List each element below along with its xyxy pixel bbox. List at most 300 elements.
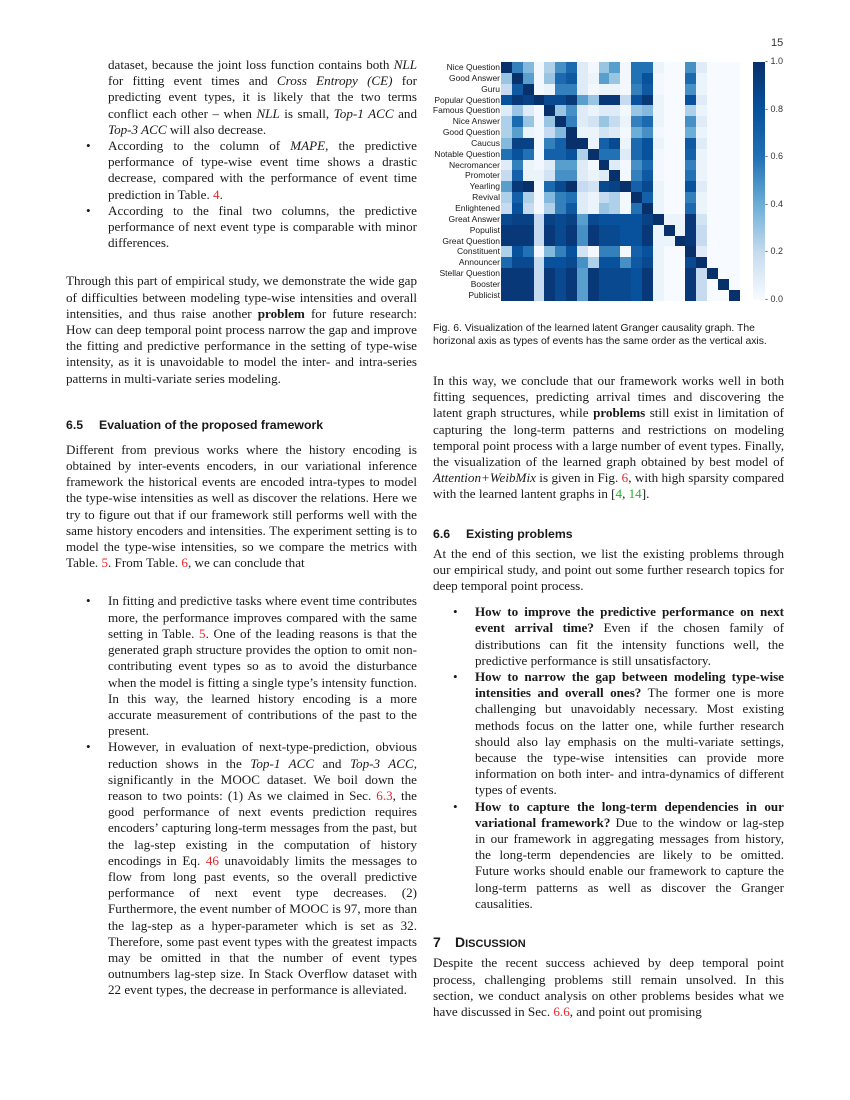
heatmap-cell — [620, 149, 631, 160]
heatmap-cell — [653, 95, 664, 106]
heatmap-cell — [664, 214, 675, 225]
heatmap-cell — [512, 127, 523, 138]
italic-term: NLL — [256, 105, 280, 121]
heatmap-cell — [642, 149, 653, 160]
heatmap-cell — [729, 279, 740, 290]
heatmap-cell — [534, 192, 545, 203]
heatmap-cell — [675, 149, 686, 160]
heatmap-cell — [501, 170, 512, 181]
heatmap-cell — [566, 170, 577, 181]
heatmap-cell — [675, 236, 686, 247]
page-number: 15 — [771, 37, 784, 49]
heatmap-cell — [512, 246, 523, 257]
heatmap-cell — [566, 73, 577, 84]
citation-link[interactable]: 4 — [615, 486, 623, 502]
heatmap-cell — [534, 225, 545, 236]
heatmap-cell — [577, 170, 588, 181]
heatmap-cell — [523, 138, 534, 149]
cross-reference-link[interactable]: 5 — [101, 555, 108, 571]
heatmap-cell — [534, 170, 545, 181]
heatmap-cell — [599, 170, 610, 181]
heatmap-cell — [707, 73, 718, 84]
heatmap-cell — [642, 170, 653, 181]
bullet-list-results — [66, 138, 417, 251]
heatmap-cell — [566, 192, 577, 203]
heatmap-cell — [523, 149, 534, 160]
heatmap-cell — [534, 268, 545, 279]
heatmap-cell — [609, 84, 620, 95]
heatmap-cell — [577, 290, 588, 301]
bold-term: How to narrow the gap between modeling type-wise intensities and overall ones? — [475, 669, 784, 701]
heatmap-cell — [609, 236, 620, 247]
heatmap-cell — [675, 138, 686, 149]
heatmap-cell — [653, 181, 664, 192]
heatmap-cell — [566, 290, 577, 301]
figure-caption: Fig. 6. Visualization of the learned latent Granger causality graph. The horizonal axis as types of events has the same order as the vertical axis. — [433, 323, 767, 347]
heatmap-cell — [555, 160, 566, 171]
heatmap-cell — [577, 225, 588, 236]
heatmap-cell — [653, 127, 664, 138]
heatmap-row-label: Guru — [481, 83, 500, 94]
heatmap-cell — [577, 84, 588, 95]
heatmap-cell — [664, 170, 675, 181]
heatmap-cell — [512, 268, 523, 279]
heatmap-cell — [588, 236, 599, 247]
heatmap-cell — [544, 257, 555, 268]
heatmap-cell — [642, 160, 653, 171]
heatmap-cell — [631, 170, 642, 181]
heatmap-cell — [696, 214, 707, 225]
heatmap-cell — [501, 279, 512, 290]
colorbar-tick-label: - 0.2 — [765, 246, 784, 257]
heatmap-cell — [685, 149, 696, 160]
heatmap-cell — [653, 279, 664, 290]
heatmap-cell — [685, 62, 696, 73]
heatmap-cell — [642, 268, 653, 279]
heatmap-cell — [544, 192, 555, 203]
heatmap-cell — [707, 236, 718, 247]
heatmap-cell — [566, 116, 577, 127]
heatmap-cell — [599, 279, 610, 290]
left-column — [66, 57, 417, 999]
heatmap-cell — [588, 138, 599, 149]
heatmap-cell — [685, 127, 696, 138]
cross-reference-link[interactable]: 6 — [181, 555, 188, 571]
heatmap-cell — [664, 203, 675, 214]
heatmap-cell — [534, 290, 545, 301]
heatmap-cell — [620, 138, 631, 149]
heatmap-cell — [599, 268, 610, 279]
heatmap-cell — [599, 246, 610, 257]
heatmap-cell — [653, 84, 664, 95]
heatmap-cell — [501, 257, 512, 268]
heatmap-cell — [642, 181, 653, 192]
italic-term: Top-1 ACC — [333, 105, 394, 121]
heatmap-cell — [512, 84, 523, 95]
heatmap-cell — [729, 160, 740, 171]
heatmap-cell — [512, 192, 523, 203]
heatmap-cell — [620, 73, 631, 84]
heatmap-cell — [555, 236, 566, 247]
heatmap-cell — [599, 149, 610, 160]
heatmap-cell — [599, 116, 610, 127]
heatmap-cell — [577, 62, 588, 73]
heatmap-cell — [685, 138, 696, 149]
heatmap-cell — [696, 170, 707, 181]
heatmap-cell — [685, 257, 696, 268]
heatmap-cell — [566, 279, 577, 290]
heatmap-cell — [631, 62, 642, 73]
heatmap-cell — [696, 225, 707, 236]
heatmap-cell — [664, 149, 675, 160]
heatmap-cell — [599, 127, 610, 138]
heatmap-cell — [512, 149, 523, 160]
heatmap-cell — [599, 214, 610, 225]
heatmap-cell — [653, 192, 664, 203]
heatmap-cell — [588, 127, 599, 138]
heatmap-cell — [577, 127, 588, 138]
heatmap-row-label: Booster — [470, 278, 500, 289]
heatmap-cell — [718, 181, 729, 192]
colorbar-tick-label: - 1.0 — [765, 56, 784, 66]
heatmap-cell — [555, 138, 566, 149]
heatmap-row-label: Constituent — [457, 246, 500, 257]
heatmap-cell — [707, 225, 718, 236]
heatmap-cell — [512, 73, 523, 84]
heatmap-cell — [577, 203, 588, 214]
heatmap-cell — [718, 95, 729, 106]
heatmap-cell — [675, 279, 686, 290]
heatmap-cell — [523, 95, 534, 106]
heatmap-cell — [534, 257, 545, 268]
heatmap-cell — [609, 268, 620, 279]
heatmap-cell — [664, 257, 675, 268]
heatmap-cell — [664, 160, 675, 171]
heatmap-cell — [534, 84, 545, 95]
heatmap-cell — [609, 160, 620, 171]
heatmap-cell — [512, 279, 523, 290]
bullet-continuation: dataset, because the joint loss function contains both NLL for fitting event times and Cross Entropy (CE) for predicting event types, it is likely that the two terms conflict each other – when NLL is small, Top-1 ACC and Top-3 ACC will also decrease. — [108, 57, 417, 137]
heatmap-cell — [685, 95, 696, 106]
bullet-icon: • — [453, 798, 458, 814]
paragraph-6-6: At the end of this section, we list the existing problems through our empirical study, and point out some further research topics for deep temporal point process. — [433, 545, 784, 594]
heatmap-cell — [512, 203, 523, 214]
heatmap-cell — [696, 138, 707, 149]
heatmap-cell — [512, 214, 523, 225]
heatmap-cell — [577, 138, 588, 149]
heatmap-cell — [696, 95, 707, 106]
heatmap-cell — [675, 105, 686, 116]
heatmap-cell — [566, 160, 577, 171]
heatmap-row-label: Yearling — [469, 181, 500, 192]
heatmap-cell — [707, 62, 718, 73]
heatmap-cell — [566, 246, 577, 257]
heatmap-cell — [523, 279, 534, 290]
heatmap-cell — [588, 84, 599, 95]
heatmap-cell — [501, 290, 512, 301]
heatmap-cell — [653, 268, 664, 279]
heatmap-cell — [588, 246, 599, 257]
heatmap-cell — [544, 84, 555, 95]
heatmap-cell — [555, 246, 566, 257]
heatmap-cell — [566, 127, 577, 138]
heatmap-cell — [599, 160, 610, 171]
heatmap-row-label: Announcer — [458, 257, 500, 268]
heatmap-cell — [675, 116, 686, 127]
heatmap-cell — [685, 105, 696, 116]
heatmap-cell — [642, 73, 653, 84]
heatmap-cell — [631, 279, 642, 290]
heatmap-cell — [599, 73, 610, 84]
heatmap-cell — [588, 225, 599, 236]
heatmap-row-label: Enlightened — [455, 202, 500, 213]
heatmap-cell — [523, 84, 534, 95]
heatmap-cell — [696, 160, 707, 171]
heatmap-row-label: Populist — [469, 224, 500, 235]
heatmap-cell — [523, 268, 534, 279]
bold-term: problems — [593, 405, 646, 421]
heatmap-cell — [501, 236, 512, 247]
heatmap-cell — [642, 138, 653, 149]
heatmap-cell — [718, 290, 729, 301]
heatmap-cell — [631, 225, 642, 236]
heatmap-cell — [664, 138, 675, 149]
heatmap-cell — [664, 236, 675, 247]
heatmap-cell — [642, 279, 653, 290]
heatmap-cell — [696, 73, 707, 84]
heatmap-cell — [544, 73, 555, 84]
heatmap-cell — [501, 225, 512, 236]
heatmap-cell — [512, 257, 523, 268]
heatmap-cell — [729, 192, 740, 203]
colorbar-tick-label: - 0.0 — [765, 294, 784, 304]
heatmap-cell — [577, 149, 588, 160]
heatmap-cell — [534, 279, 545, 290]
heatmap-cell — [675, 290, 686, 301]
bullet-icon: • — [86, 739, 91, 755]
heatmap-cell — [664, 246, 675, 257]
heatmap-cell — [599, 257, 610, 268]
heatmap-cell — [534, 138, 545, 149]
heatmap-cell — [685, 203, 696, 214]
bold-term: How to improve the predictive performance on next event arrival time? — [475, 604, 784, 636]
heatmap-cell — [707, 105, 718, 116]
heatmap-cell — [664, 73, 675, 84]
heatmap-cell — [512, 138, 523, 149]
heatmap-cell — [555, 62, 566, 73]
heatmap-cell — [501, 203, 512, 214]
heatmap-cell — [696, 127, 707, 138]
heatmap-row-label: Promoter — [465, 170, 500, 181]
heatmap-cell — [642, 127, 653, 138]
heatmap-cell — [523, 105, 534, 116]
heatmap-cell — [577, 181, 588, 192]
heatmap-cell — [609, 62, 620, 73]
bullet-list-problems — [433, 604, 784, 912]
heatmap-cell — [664, 105, 675, 116]
heatmap-cell — [631, 105, 642, 116]
heatmap-row-label: Necromancer — [448, 159, 500, 170]
heatmap-cell — [685, 84, 696, 95]
heatmap-cell — [512, 160, 523, 171]
heatmap-cell — [523, 203, 534, 214]
heatmap-cell — [685, 170, 696, 181]
heatmap-row-label: Great Question — [442, 235, 500, 246]
heatmap-cell — [620, 268, 631, 279]
heatmap-cell — [729, 203, 740, 214]
heatmap-cell — [653, 214, 664, 225]
heatmap-cell — [718, 149, 729, 160]
heatmap-cell — [675, 257, 686, 268]
heatmap-cell — [729, 290, 740, 301]
heatmap-cell — [642, 246, 653, 257]
heatmap-cell — [599, 84, 610, 95]
heatmap-cell — [620, 246, 631, 257]
heatmap-cell — [534, 160, 545, 171]
heatmap-cell — [577, 160, 588, 171]
heatmap-cell — [631, 192, 642, 203]
cross-reference-link[interactable]: 6 — [621, 470, 629, 486]
heatmap-cell — [512, 290, 523, 301]
heatmap-cell — [675, 268, 686, 279]
heatmap-cell — [718, 84, 729, 95]
heatmap-cell — [512, 236, 523, 247]
heatmap-cell — [729, 236, 740, 247]
heatmap-cell — [620, 236, 631, 247]
cross-reference-link[interactable]: 6.3 — [376, 787, 393, 803]
heatmap-cell — [718, 73, 729, 84]
heatmap-cell — [588, 268, 599, 279]
italic-term: Cross Entropy (CE) — [276, 73, 393, 89]
heatmap-cell — [718, 203, 729, 214]
heatmap-row-label: Nice Answer — [452, 116, 500, 127]
heatmap-cell — [685, 225, 696, 236]
cross-reference-link[interactable]: 46 — [205, 852, 219, 868]
heatmap-cell — [620, 290, 631, 301]
heatmap-cell — [566, 138, 577, 149]
heatmap-cell — [555, 95, 566, 106]
paragraph-6-5: Different from previous works where the history encoding is obtained by inter-events encoders, in our variational inference framework the historical events are encoded intra-types to model the type-wise intensities as well as discover the relations. Here we try to figure out that if our framework still performs well with the same history encoders and intensities. The experiment setting is to model the type-wise intensities, so we compare the metrics with Table. 5. From Table. 6, we can conclude that — [66, 441, 417, 571]
bullet-icon: • — [86, 202, 91, 218]
bullet-item: • In fitting and predictive tasks where event time contributes more, the performance improves compared with the same setting in Table. 5. One of the leading reasons is that the generated graph structure provides the option to omit non-contributing event types so as to avoid the disturbance when the model is fitting a single type’s intensity function. In this way, the learned history encoding is a more accurate measurement of contributions of the past to the present. — [86, 593, 417, 739]
heatmap-cell — [707, 170, 718, 181]
heatmap-cell — [631, 84, 642, 95]
heatmap-cell — [729, 214, 740, 225]
cross-reference-link[interactable]: 6.6 — [553, 1003, 570, 1019]
heatmap-cell — [501, 95, 512, 106]
heatmap-cell — [555, 214, 566, 225]
heatmap-cell — [609, 95, 620, 106]
cross-reference-link[interactable]: 4 — [213, 186, 220, 202]
bullet-item: • How to capture the long-term dependencies in our variational framework? Due to the window or lag-step in our framework in aggregating messages from history, the long-term dependencies are likely to be omitted. Future works should enable our framework to capture the long-term patterns as well as discover the Granger causalities. — [453, 798, 784, 911]
heatmap-cell — [588, 105, 599, 116]
heatmap-cell — [512, 225, 523, 236]
heatmap-cell — [685, 181, 696, 192]
heatmap-cell — [555, 127, 566, 138]
bold-term: How to capture the long-term dependencies in our variational framework? — [475, 798, 784, 830]
heatmap-cell — [675, 214, 686, 225]
heatmap-cell — [718, 214, 729, 225]
heatmap-cell — [642, 116, 653, 127]
heatmap-cell — [588, 160, 599, 171]
heatmap-cell — [620, 257, 631, 268]
heatmap-cell — [577, 95, 588, 106]
italic-term: Attention+WeibMix — [433, 470, 536, 486]
heatmap-cell — [523, 170, 534, 181]
heatmap-cell — [523, 73, 534, 84]
heatmap-cell — [566, 95, 577, 106]
heatmap-cell — [544, 236, 555, 247]
heatmap-cell — [544, 95, 555, 106]
heatmap-cell — [544, 62, 555, 73]
heatmap-cell — [566, 268, 577, 279]
heatmap-cell — [718, 116, 729, 127]
heatmap-cell — [501, 116, 512, 127]
heatmap-cell — [729, 225, 740, 236]
heatmap-cell — [577, 268, 588, 279]
heatmap-cell — [675, 84, 686, 95]
heatmap-cell — [696, 181, 707, 192]
paragraph-gap: Through this part of empirical study, we demonstrate the wide gap of difficulties between modeling type-wise intensities and overall intensities, and thus raise another problem for future research: How can deep temporal point process narrow the gap and improve the fitting and predictive performance in the setting of type-wise intensity, as it is unavoidable to model the inter- and intra-series patterns in multi-variate series modeling. — [66, 273, 417, 386]
heatmap-cell — [685, 246, 696, 257]
heatmap-cell — [718, 138, 729, 149]
bullet-icon: • — [86, 593, 91, 609]
heatmap-cell — [675, 62, 686, 73]
heatmap-cell — [653, 116, 664, 127]
heatmap-cell — [696, 246, 707, 257]
heatmap-cell — [631, 127, 642, 138]
heatmap-cell — [707, 149, 718, 160]
heatmap-cell — [696, 116, 707, 127]
heatmap-cell — [544, 149, 555, 160]
heatmap-cell — [588, 214, 599, 225]
citation-link[interactable]: 14 — [628, 486, 642, 502]
heatmap-cell — [664, 116, 675, 127]
heatmap-cell — [620, 62, 631, 73]
heatmap-cell — [599, 203, 610, 214]
heatmap-cell — [523, 127, 534, 138]
bullet-icon: • — [453, 669, 458, 685]
heatmap-cell — [501, 268, 512, 279]
heatmap-cell — [664, 192, 675, 203]
heatmap-cell — [588, 279, 599, 290]
heatmap-cell — [566, 236, 577, 247]
heatmap-cell — [534, 246, 545, 257]
heatmap-cell — [631, 268, 642, 279]
heatmap-cell — [609, 290, 620, 301]
italic-term: MAPE — [290, 138, 326, 154]
heatmap-cell — [555, 290, 566, 301]
heatmap-cell — [609, 181, 620, 192]
heatmap-row-label: Notable Question — [434, 148, 500, 159]
italic-term: Top-3 ACC — [108, 121, 167, 137]
heatmap-cell — [642, 257, 653, 268]
cross-reference-link[interactable]: 5 — [199, 625, 206, 641]
heatmap-cell — [685, 214, 696, 225]
heatmap-row-label: Good Question — [442, 127, 500, 138]
heatmap-cell — [653, 160, 664, 171]
heatmap-cell — [599, 181, 610, 192]
heatmap-cell — [620, 225, 631, 236]
heatmap-cell — [577, 214, 588, 225]
heatmap-row-label: Great Answer — [448, 213, 500, 224]
heatmap-cell — [642, 192, 653, 203]
heatmap-cell — [544, 138, 555, 149]
heatmap-cell — [675, 246, 686, 257]
heatmap-cell — [696, 236, 707, 247]
heatmap-cell — [631, 203, 642, 214]
heatmap-cell — [707, 257, 718, 268]
